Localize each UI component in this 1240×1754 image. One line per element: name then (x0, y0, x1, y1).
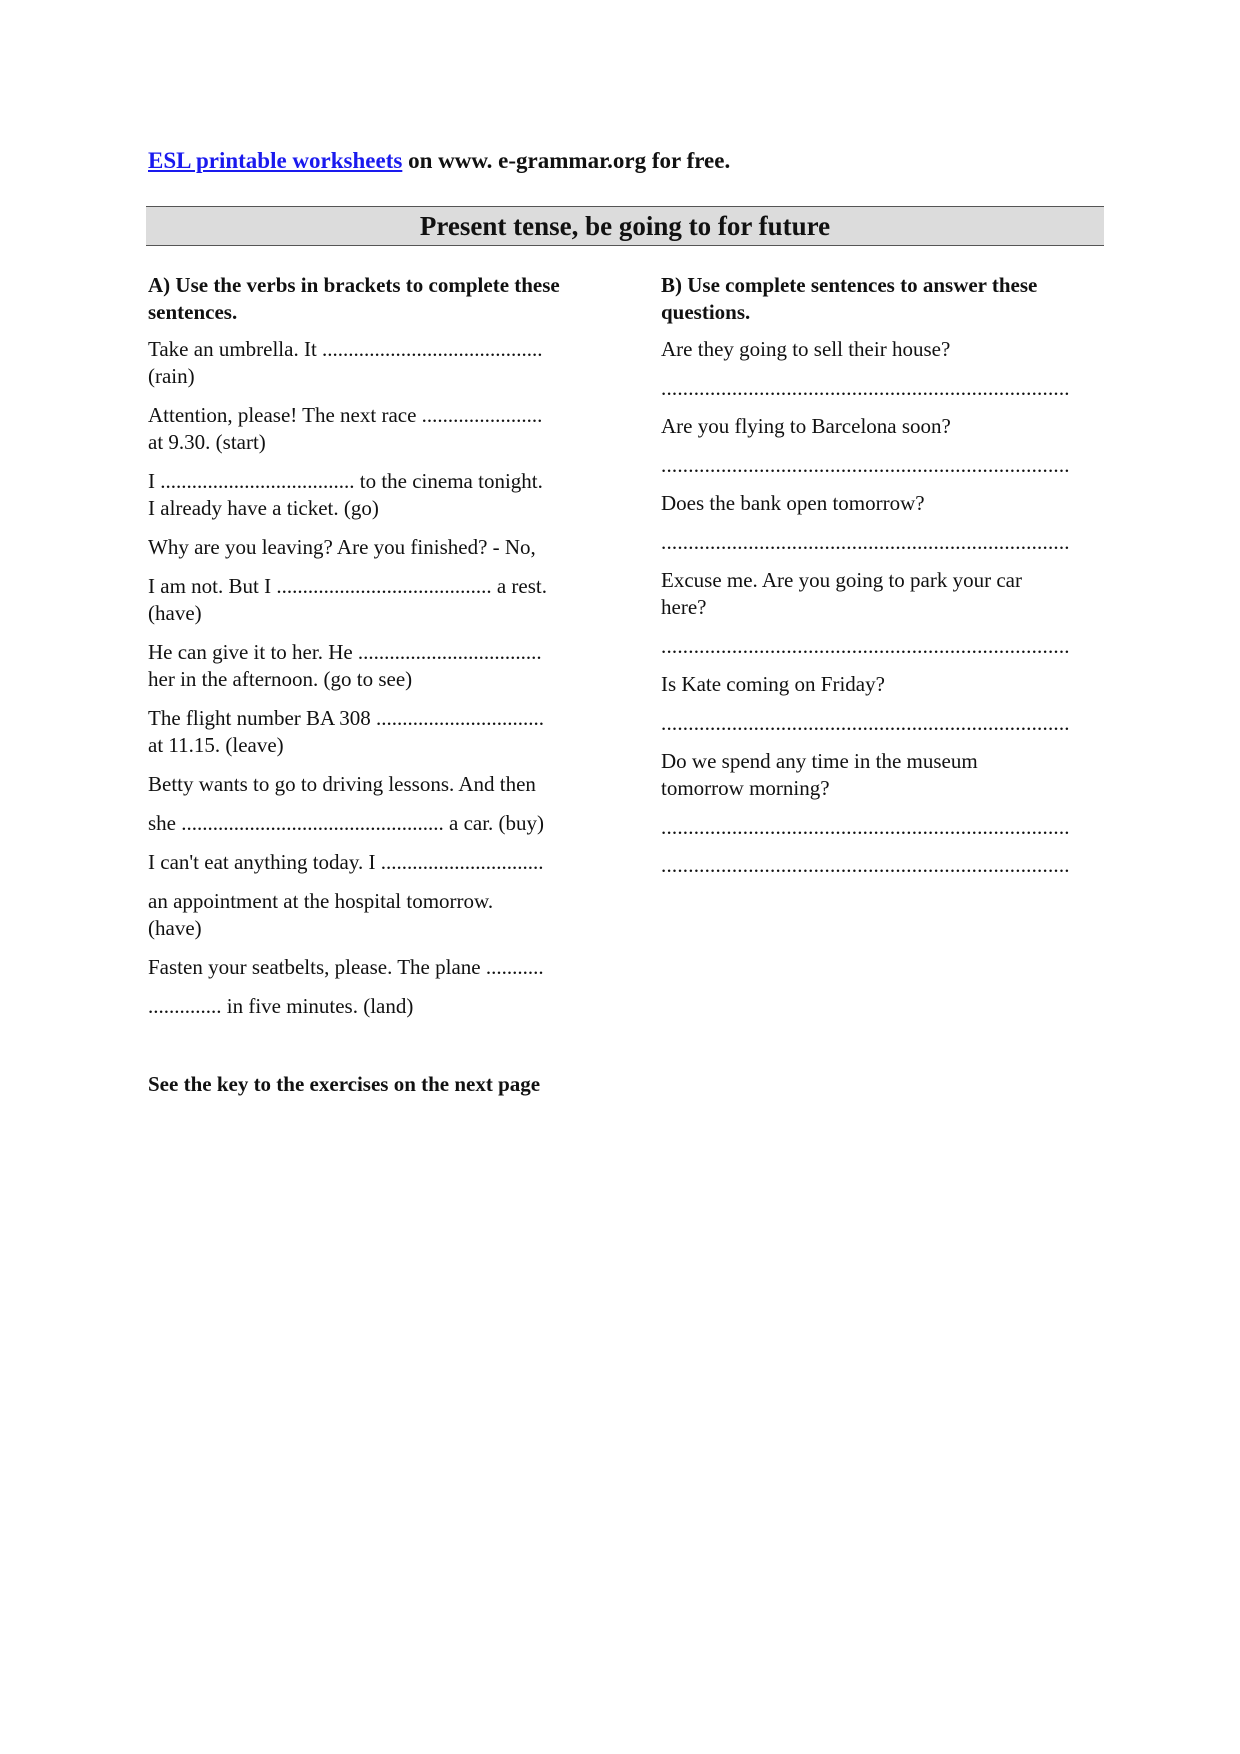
exercise-line: she .................................................. a car. (buy) (148, 811, 545, 835)
exercise-item (148, 534, 596, 561)
question (661, 336, 1105, 363)
exercise-line: (have) (148, 916, 202, 940)
exercise-item (148, 954, 596, 981)
question (661, 413, 1105, 440)
question (661, 748, 1105, 802)
header-rest-text: on www. e-grammar.org for free. (402, 148, 731, 173)
exercise-line: The flight number BA 308 ................................ (148, 706, 545, 730)
exercise-line: at 9.30. (start) (148, 430, 266, 454)
exercise-item (148, 639, 596, 693)
exercise-line: .............. in five minutes. (land) (148, 994, 414, 1018)
question-line: Are you flying to Barcelona soon? (661, 414, 951, 438)
exercise-line: Take an umbrella. It .......................................... (148, 337, 543, 361)
exercise-line: He can give it to her. He ................................... (148, 640, 542, 664)
question-line: Do we spend any time in the museum (661, 749, 978, 773)
exercise-line: (rain) (148, 364, 195, 388)
exercise-item (148, 705, 596, 759)
esl-worksheets-link[interactable]: ESL printable worksheets (148, 148, 403, 173)
exercise-line: Attention, please! The next race ....................... (148, 403, 543, 427)
question (661, 671, 1105, 698)
question-line: here? (661, 595, 707, 619)
question-line: tomorrow morning? (661, 776, 830, 800)
exercise-line: I am not. But I ......................................... a rest. (148, 574, 547, 598)
exercise-item (148, 849, 596, 876)
question-line: Is Kate coming on Friday? (661, 672, 885, 696)
question-line: Does the bank open tomorrow? (661, 491, 925, 515)
exercise-line: I already have a ticket. (go) (148, 496, 379, 520)
exercise-item (148, 993, 596, 1020)
question (661, 567, 1105, 621)
site-header (148, 148, 730, 174)
section-b-items (661, 336, 1105, 879)
answer-line[interactable]: ........................................................................... (661, 853, 1070, 877)
page-title: Present tense, be going to for future (146, 206, 1104, 246)
exercise-item (148, 810, 596, 837)
answer-line[interactable]: ........................................................................... (661, 634, 1070, 658)
question-line: Are they going to sell their house? (661, 337, 951, 361)
footer-note: See the key to the exercises on the next page (148, 1072, 541, 1096)
section-a-items (148, 336, 596, 1020)
exercise-item (148, 468, 596, 522)
exercise-line: Fasten your seatbelts, please. The plane ........... (148, 955, 544, 979)
exercise-line: at 11.15. (leave) (148, 733, 284, 757)
question (661, 490, 1105, 517)
exercise-item (148, 888, 596, 942)
exercise-line: Betty wants to go to driving lessons. And then (148, 772, 536, 796)
exercise-item (148, 771, 596, 798)
exercise-line: her in the afternoon. (go to see) (148, 667, 413, 691)
question-line: Excuse me. Are you going to park your car (661, 568, 1022, 592)
answer-line[interactable]: ........................................................................... (661, 711, 1070, 735)
exercise-item (148, 573, 596, 627)
answer-line[interactable]: ........................................................................... (661, 453, 1070, 477)
section-a (148, 272, 596, 1032)
exercise-item (148, 402, 596, 456)
answer-line[interactable]: ........................................................................... (661, 815, 1070, 839)
answer-line[interactable]: ........................................................................... (661, 530, 1070, 554)
section-b-instruction: B) Use complete sentences to answer these questions. (661, 273, 1038, 324)
exercise-line: I can't eat anything today. I ............................... (148, 850, 544, 874)
exercise-line: an appointment at the hospital tomorrow. (148, 889, 494, 913)
exercise-line: Why are you leaving? Are you finished? - No, (148, 535, 536, 559)
answer-line[interactable]: ........................................................................... (661, 376, 1070, 400)
exercise-item (148, 336, 596, 390)
section-b (661, 272, 1105, 890)
section-a-instruction: A) Use the verbs in brackets to complete these sentences. (148, 273, 560, 324)
exercise-line: (have) (148, 601, 202, 625)
exercise-line: I ..................................... to the cinema tonight. (148, 469, 543, 493)
